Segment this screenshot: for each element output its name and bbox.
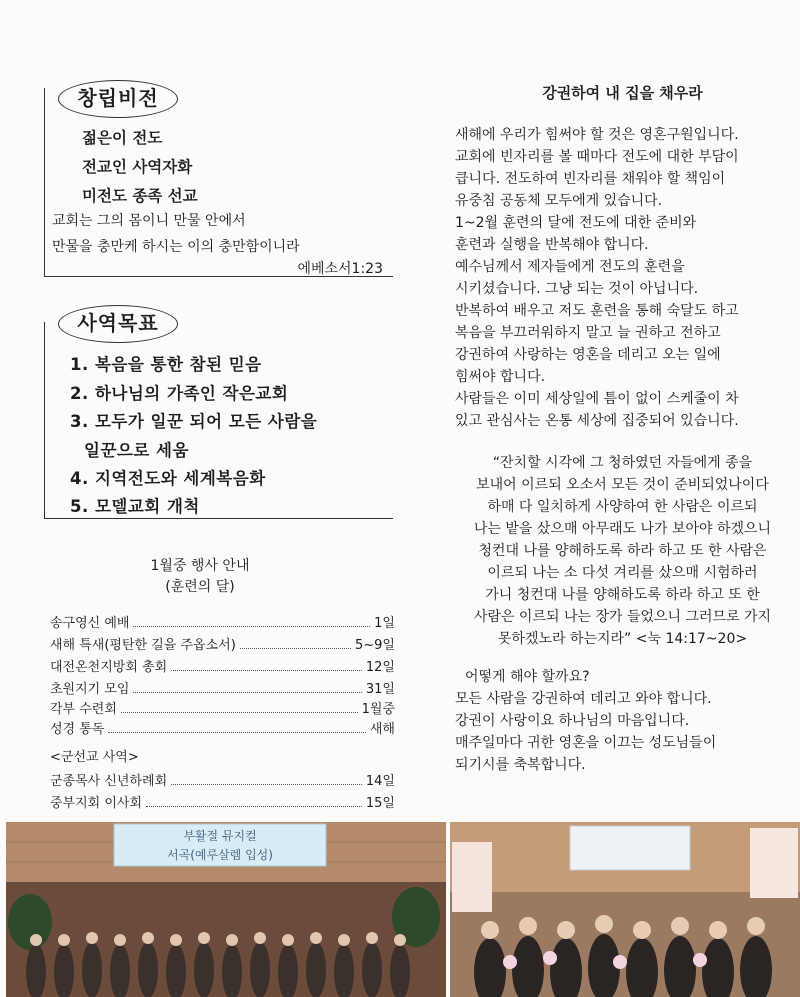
event-row xyxy=(50,698,395,717)
right-column xyxy=(445,0,800,820)
event-date: 5~9일 xyxy=(355,638,395,653)
verse-line: 만물을 충만케 하시는 이의 충만함이니라 xyxy=(52,239,300,255)
vision-item: 미전도 종족 선교 xyxy=(82,187,198,205)
article-line: 되기시를 축복합니다. xyxy=(455,757,586,773)
article-line: 강권하여 사랑하는 영혼을 데리고 오는 일에 xyxy=(455,347,721,363)
event-name: 군종목사 신년하례회 xyxy=(50,774,168,789)
article-line: 훈련과 실행을 반복해야 합니다. xyxy=(455,237,649,253)
goal-item: 일꾼으로 세움 xyxy=(84,441,189,460)
event-date: 31일 xyxy=(365,682,395,697)
event-date: 1월중 xyxy=(361,702,395,717)
quote-line: 하매 다 일치하게 사양하여 한 사람은 이르되 xyxy=(487,499,758,515)
event-name: 중부지회 이사회 xyxy=(50,796,143,811)
event-row xyxy=(50,656,395,675)
events-heading: 1월중 행사 안내 xyxy=(150,558,250,574)
event-row xyxy=(50,770,395,789)
article-line: 강권이 사랑이요 하나님의 마음입니다. xyxy=(455,713,690,729)
event-row xyxy=(50,612,395,631)
event-name: 새해 특새(평탄한 길을 주옵소서) xyxy=(50,638,236,653)
quote-line: 청컨대 나를 양해하도록 하라 하고 또 한 사람은 xyxy=(478,543,767,559)
banner-line: 서곡(예루살렘 입성) xyxy=(167,848,273,862)
event-name: 송구영신 예배 xyxy=(50,616,130,631)
event-row xyxy=(50,718,395,737)
vision-item: 전교인 사역자화 xyxy=(82,158,193,176)
quote-line: 나는 밭을 샀으매 아무래도 나가 보아야 하겠으니 xyxy=(473,521,772,537)
article-line: 반복하여 배우고 저도 훈련을 통해 숙달도 하고 xyxy=(455,303,739,319)
event-name: 각부 수련회 xyxy=(50,702,117,717)
events-subheading: (훈련의 달) xyxy=(165,579,235,595)
left-column xyxy=(0,0,445,820)
group-photo-graphic xyxy=(450,822,800,997)
article-line: 교회에 빈자리를 볼 때마다 전도에 대한 부담이 xyxy=(455,149,739,165)
article-line: 복음을 부끄러워하지 말고 늘 권하고 전하고 xyxy=(455,325,721,341)
vision-title: 창립비전 xyxy=(58,80,178,118)
musical-photo xyxy=(6,822,446,997)
mission-heading: <군선교 사역> xyxy=(50,750,139,765)
quote-line: 이르되 나는 소 다섯 겨리를 샀으매 시험하러 xyxy=(487,565,758,581)
event-date: 15일 xyxy=(365,796,395,811)
verse-line: 교회는 그의 몸이니 만물 안에서 xyxy=(52,213,246,229)
event-name: 성경 통독 xyxy=(50,722,105,737)
article-line: 유중침 공동체 모두에게 있습니다. xyxy=(455,193,663,209)
article-line: 예수님께서 제자들에게 전도의 훈련을 xyxy=(455,259,685,275)
event-date: 새해 xyxy=(369,722,395,737)
article-line: 매주일마다 귀한 영혼을 이끄는 성도님들이 xyxy=(455,735,717,751)
event-row xyxy=(50,792,395,811)
goal-item: 2. 하나님의 가족인 작은교회 xyxy=(70,384,289,403)
quote-line: 보내어 이르되 오소서 모든 것이 준비되었나이다 xyxy=(476,477,769,493)
article-line: 있고 관심사는 온통 세상에 집중되어 있습니다. xyxy=(455,413,739,429)
goal-item: 3. 모두가 일꾼 되어 모든 사람을 xyxy=(70,412,318,431)
article-line: 새해에 우리가 힘써야 할 것은 영혼구원입니다. xyxy=(455,127,739,143)
article-line: 큽니다. 전도하여 빈자리를 채워야 할 책임이 xyxy=(455,171,726,187)
musical-photo-graphic xyxy=(6,822,446,997)
article-line: 힘써야 합니다. xyxy=(455,369,546,385)
goals-title: 사역목표 xyxy=(58,305,178,343)
group-photo xyxy=(450,822,800,997)
quote-line: 가니 청컨대 나를 양해하도록 하라 하고 또 한 xyxy=(485,587,760,603)
vision-item: 젊은이 전도 xyxy=(82,129,163,147)
event-date: 12일 xyxy=(365,660,395,675)
article-line: 사람들은 이미 세상일에 틈이 없이 스케줄이 차 xyxy=(455,391,739,407)
verse-reference: 에베소서1:23 xyxy=(297,261,383,277)
article-line: 어떻게 해야 할까요? xyxy=(465,669,590,685)
banner-line: 부활절 뮤지컬 xyxy=(183,829,257,843)
event-name: 초원지기 모임 xyxy=(50,682,130,697)
article-title: 강권하여 내 집을 채우라 xyxy=(542,84,703,102)
event-row xyxy=(50,634,395,653)
goal-item: 5. 모델교회 개척 xyxy=(70,497,200,516)
goal-item: 1. 복음을 통한 참된 믿음 xyxy=(70,355,262,374)
article-line: 모든 사람을 강권하여 데리고 와야 합니다. xyxy=(455,691,712,707)
event-date: 14일 xyxy=(365,774,395,789)
goal-item: 4. 지역전도와 세계복음화 xyxy=(70,469,266,488)
article-line: 시키셨습니다. 그냥 되는 것이 아닙니다. xyxy=(455,281,699,297)
event-date: 1일 xyxy=(374,616,395,631)
event-row xyxy=(50,678,395,697)
event-name: 대전온천지방회 총회 xyxy=(50,660,168,675)
article-line: 1~2월 훈련의 달에 전도에 대한 준비와 xyxy=(455,215,697,231)
quote-line: “잔치할 시각에 그 청하였던 자들에게 종을 xyxy=(492,455,753,471)
quote-line: 못하겠노라 하는지라” <눅 14:17~20> xyxy=(497,631,748,647)
quote-line: 사람은 이르되 나는 장가 들었으니 그러므로 가지 xyxy=(473,609,772,625)
